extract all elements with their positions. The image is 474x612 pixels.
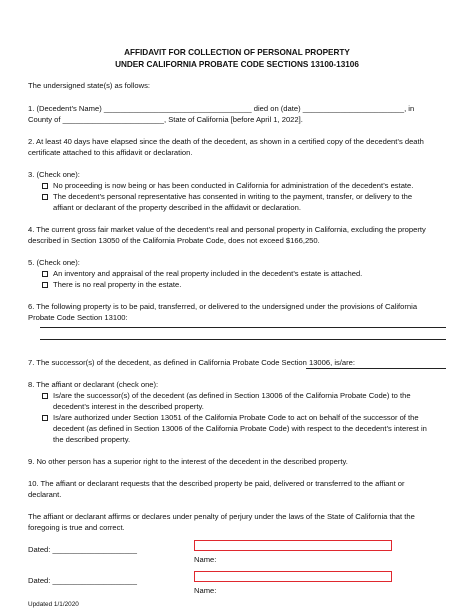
dated-field-2[interactable]: Dated: ____________________ — [28, 576, 137, 585]
item-8-option-2-checkbox[interactable] — [42, 415, 48, 421]
item-6-blank-line-2[interactable] — [40, 339, 446, 340]
item-3-option-1-text: No proceeding is now being or has been conducted in California for administration of the decedent’s estate. — [53, 181, 414, 190]
item-3-option-2 — [42, 192, 412, 203]
document-title-line-1: AFFIDAVIT FOR COLLECTION OF PERSONAL PROPERTY — [124, 48, 350, 57]
item-6-line-1: 6. The following property is to be paid, transferred, or delivered to the undersigned under the provisions of California — [28, 302, 418, 311]
item-8-option-2 — [42, 413, 419, 424]
item-3-option-1 — [42, 181, 413, 192]
item-4-line-1: 4. The current gross fair market value of the decedent’s real and personal property in California, excluding the property — [28, 225, 426, 234]
item-3-label: 3. (Check one): — [28, 170, 80, 179]
item-1-line-2: County of ________________________, State of California [before April 1, 2022]. — [28, 115, 303, 124]
item-8-label: 8. The affiant or declarant (check one): — [28, 380, 159, 389]
dated-field-1[interactable]: Dated: ____________________ — [28, 545, 137, 554]
item-7-blank-line[interactable] — [306, 368, 446, 369]
document-title-line-2: UNDER CALIFORNIA PROBATE CODE SECTIONS 13100-13106 — [115, 60, 359, 69]
item-8-option-2-text-line-2: decedent (as defined in Section 13006 of the California Probate Code) with respect to the decedent’s interest in — [53, 424, 427, 433]
item-1-line-1: 1. (Decedent’s Name) ___________________________________ died on (date) ________________________, in — [28, 104, 415, 113]
item-8-option-1-checkbox[interactable] — [42, 393, 48, 399]
item-10-line-2: declarant. — [28, 490, 62, 499]
item-3-option-1-checkbox[interactable] — [42, 183, 48, 189]
name-label-1: Name: — [194, 555, 217, 564]
item-5-option-1 — [42, 269, 362, 280]
item-5-option-2-checkbox[interactable] — [42, 282, 48, 288]
item-10-line-1: 10. The affiant or declarant requests that the described property be paid, delivered or transferred to the affiant or — [28, 479, 405, 488]
item-8-option-1-text-line-1: Is/are the successor(s) of the decedent (as defined in Section 13006 of the California Probate Code) to the — [53, 391, 411, 400]
item-8-option-1-text-line-2: decedent’s interest in the described property. — [53, 402, 204, 411]
intro-text: The undersigned state(s) as follows: — [28, 81, 150, 90]
closing-line-2: foregoing is true and correct. — [28, 523, 125, 532]
item-3-option-2-text-line-2: affiant or declarant of the property described in the affidavit or declaration. — [53, 203, 301, 212]
item-9-text: 9. No other person has a superior right to the interest of the decedent in the described property. — [28, 457, 348, 466]
item-3-option-2-checkbox[interactable] — [42, 194, 48, 200]
item-7-text: 7. The successor(s) of the decedent, as defined in California Probate Code Section 13006, is/are: — [28, 358, 356, 367]
item-5-label: 5. (Check one): — [28, 258, 80, 267]
item-5-option-1-checkbox[interactable] — [42, 271, 48, 277]
item-8-option-2-text-line-1: Is/are authorized under Section 13051 of the California Probate Code to act on behalf of the successor of the — [53, 413, 419, 422]
item-8-option-2-text-line-3: the described property. — [53, 435, 131, 444]
item-2-line-1: 2. At least 40 days have elapsed since the death of the decedent, as shown in a certified copy of the decedent’s death — [28, 137, 424, 146]
item-6-line-2: Probate Code Section 13100: — [28, 313, 128, 322]
item-5-option-2-text: There is no real property in the estate. — [53, 280, 182, 289]
item-8-option-1 — [42, 391, 411, 402]
footer-updated-date: Updated 1/1/2020 — [28, 601, 79, 608]
name-label-2: Name: — [194, 586, 217, 595]
item-5-option-1-text: An inventory and appraisal of the real property included in the decedent’s estate is attached. — [53, 269, 363, 278]
item-2-line-2: certificate attached to this affidavit or declaration. — [28, 148, 193, 157]
signature-box-2[interactable] — [194, 571, 392, 582]
item-6-blank-line-1[interactable] — [40, 327, 446, 328]
item-4-line-2: described in Section 13050 of the California Probate Code, does not exceed $166,250. — [28, 236, 320, 245]
item-3-option-2-text-line-1: The decedent’s personal representative has consented in writing to the payment, transfer, or delivery to the — [53, 192, 413, 201]
signature-box-1[interactable] — [194, 540, 392, 551]
closing-line-1: The affiant or declarant affirms or declares under penalty of perjury under the laws of the State of California that the — [28, 512, 415, 521]
item-5-option-2 — [42, 280, 181, 291]
